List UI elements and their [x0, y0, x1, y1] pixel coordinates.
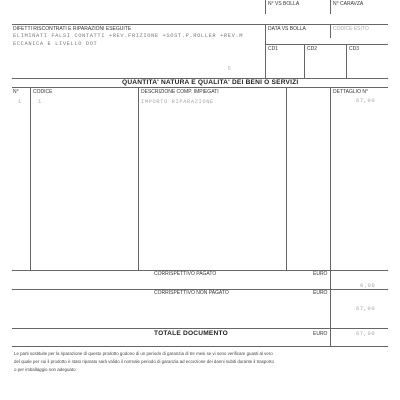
section-border [12, 24, 388, 25]
row-n: 1 [18, 99, 22, 105]
totale-currency: EURO [313, 331, 328, 337]
codice-esito-label: CODICE ESITO [333, 26, 369, 32]
difetti-text-line1: ELIMINATI FALSI CONTATTI +REV.FRIZIONE +SOST.P.ROLLER +REV.M [13, 33, 244, 39]
difetti-label: DIFETTI RISCONTRATI E RIPARAZIONI ESEGUITE [13, 26, 132, 32]
col-divider [286, 87, 287, 270]
nr-carta-label: N° CARAVZA [333, 1, 364, 7]
pagato-label: CORRISPETTIVO PAGATO [154, 271, 217, 277]
footer-line1: Le parti sostituite per la riparazione di questo prodotto godono di un periodo di garanzia di tre mesi se vi sono verificare guasti al vero [14, 351, 273, 356]
difetti-right-border [265, 24, 266, 78]
col-header-dettaglio: DETTAGLIO N° [333, 89, 368, 95]
col-header-n: N° [13, 89, 19, 95]
row-value: 67,00 [356, 98, 376, 104]
col-header-descrizione: DESCRIZIONE COMP. IMPIEGATI [141, 89, 219, 95]
pagato-value: 0,00 [360, 283, 376, 289]
cd1-label: CD1 [268, 46, 279, 52]
totale-label: TOTALE DOCUMENTO [154, 330, 228, 337]
col-header-codice: CODICE [33, 89, 53, 95]
small-mark: 5 [228, 66, 231, 72]
cd-row-line [265, 44, 388, 45]
data-vs-bolla-label: DATA VS BOLLA [268, 26, 306, 32]
cd-divider [304, 44, 305, 78]
nr-vs-bolla-label: N° VS BOLLA [268, 1, 300, 7]
col-divider [330, 87, 331, 346]
cd3-label: CD3 [349, 46, 360, 52]
cd2-label: CD2 [307, 46, 318, 52]
footer-line2: del quale per cui il prodotto è stato riparato sarà valido il normale periodo di garanzia ad eccezione dei danni subiti durante il trasporto [14, 359, 274, 364]
header-divider [330, 0, 331, 14]
cd-divider [346, 44, 347, 78]
header-divider [265, 0, 266, 14]
col-divider [30, 87, 31, 270]
totale-value: 67,00 [356, 331, 376, 337]
section-border [12, 328, 388, 329]
section-border [12, 346, 388, 347]
codice-divider [330, 24, 331, 38]
footer-line3: o per imballaggio non adeguato [14, 367, 76, 372]
non-pagato-label: CORRISPETTIVO NON PAGATO [154, 290, 229, 296]
difetti-text-line2: ECCANICA E LIVELLO DOT [13, 41, 98, 47]
col-divider [138, 87, 139, 270]
quantita-title: QUANTITA' NATURA E QUALITA' DEI BENI O SERVIZI [122, 79, 299, 86]
row-codice: 1 [38, 99, 42, 105]
pagato-currency: EURO [313, 271, 328, 277]
section-border [12, 87, 388, 88]
row-descrizione: IMPORTO RIPARAZIONE [141, 99, 214, 105]
non-pagato-currency: EURO [313, 290, 328, 296]
non-pagato-value: 67,00 [356, 306, 376, 312]
